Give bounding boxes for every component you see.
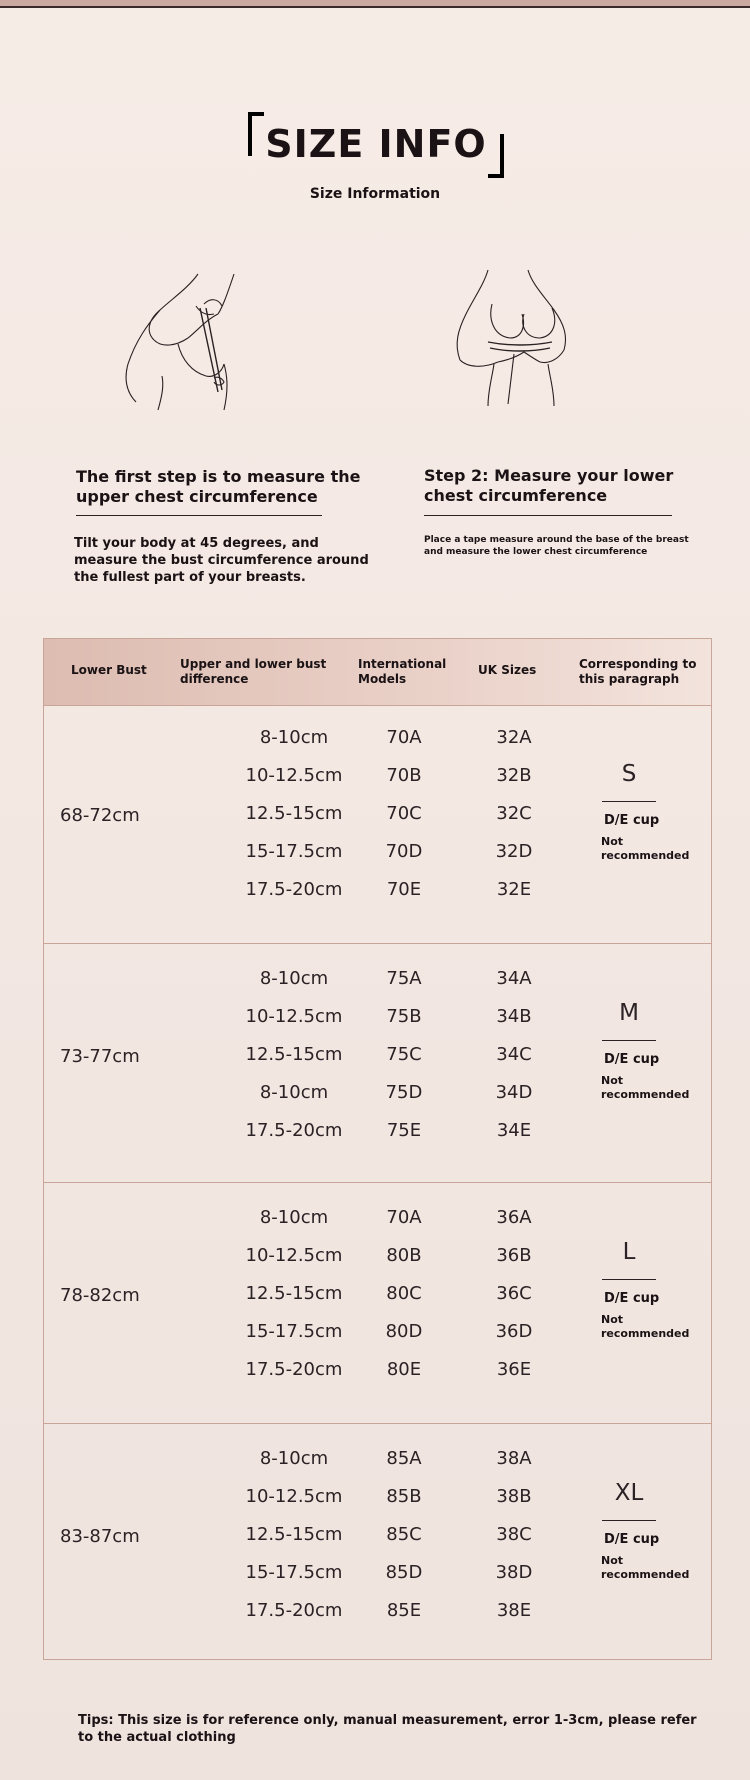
size-label: L: [622, 1239, 636, 1265]
lower-bust-value: 73-77cm: [60, 1046, 140, 1067]
diff-cell: 12.5-15cm: [245, 803, 343, 824]
international-cell: 85A: [386, 1448, 422, 1469]
title-frame: [248, 112, 504, 178]
size-group-s: [44, 705, 711, 943]
uk-cell: 32C: [496, 803, 532, 824]
diff-cell: 15-17.5cm: [245, 1321, 343, 1342]
uk-cell: 34A: [496, 968, 532, 989]
header-international-models: International Models: [358, 657, 447, 686]
international-cell: 85C: [386, 1524, 422, 1545]
uk-cell: 38D: [495, 1562, 533, 1583]
page-subtitle: Size Information: [309, 186, 441, 202]
diff-cell: 12.5-15cm: [245, 1524, 343, 1545]
international-cell: 80C: [386, 1283, 422, 1304]
step-1-description: Tilt your body at 45 degrees, and measure the bust circumference around the fullest part of your breasts.: [74, 536, 369, 585]
step-1-divider: [76, 515, 322, 516]
international-cell: 70B: [386, 765, 422, 786]
header-uk-sizes: UK Sizes: [478, 663, 537, 677]
step-2-description: Place a tape measure around the base of the breast and measure the lower chest circumference: [424, 535, 689, 557]
header-corresponding: Corresponding to this paragraph: [579, 657, 697, 686]
page-title: SIZE INFO: [265, 122, 487, 166]
international-cell: 75A: [386, 968, 422, 989]
size-divider: [602, 1520, 656, 1521]
size-divider: [602, 801, 656, 802]
uk-cell: 36A: [496, 1207, 532, 1228]
cup-label: D/E cup: [604, 1532, 660, 1547]
international-cell: 85D: [385, 1562, 423, 1583]
diff-cell: 12.5-15cm: [245, 1044, 343, 1065]
diff-cell: 8-10cm: [259, 968, 329, 989]
diff-cell: 15-17.5cm: [245, 841, 343, 862]
diff-cell: 8-10cm: [259, 1448, 329, 1469]
size-table: [43, 638, 712, 1660]
diff-cell: 12.5-15cm: [245, 1283, 343, 1304]
uk-cell: 32B: [496, 765, 532, 786]
uk-cell: 34B: [496, 1006, 532, 1027]
diff-cell: 17.5-20cm: [245, 879, 343, 900]
tips-note: Tips: This size is for reference only, manual measurement, error 1-3cm, please refer to the actual clothing: [78, 1713, 697, 1745]
diff-cell: 10-12.5cm: [245, 1245, 343, 1266]
diff-cell: 8-10cm: [259, 1207, 329, 1228]
diff-cell: 15-17.5cm: [245, 1562, 343, 1583]
international-cell: 80E: [386, 1359, 422, 1380]
international-cell: 80D: [385, 1321, 423, 1342]
uk-cell: 32E: [496, 879, 532, 900]
step-2-title: Step 2: Measure your lower chest circumference: [424, 466, 674, 505]
cup-label: D/E cup: [604, 813, 660, 828]
size-group-l: [44, 1182, 711, 1424]
header-lower-bust: Lower Bust: [71, 663, 147, 677]
size-label: S: [621, 761, 637, 787]
diff-cell: 17.5-20cm: [245, 1359, 343, 1380]
uk-cell: 34C: [496, 1044, 532, 1065]
uk-cell: 34D: [495, 1082, 533, 1103]
uk-cell: 32D: [495, 841, 533, 862]
uk-cell: 36B: [496, 1245, 532, 1266]
uk-cell: 34E: [496, 1120, 532, 1141]
diff-cell: 17.5-20cm: [245, 1600, 343, 1621]
uk-cell: 38B: [496, 1486, 532, 1507]
size-divider: [602, 1040, 656, 1041]
uk-cell: 36D: [495, 1321, 533, 1342]
lower-bust-value: 83-87cm: [60, 1526, 140, 1547]
diff-cell: 17.5-20cm: [245, 1120, 343, 1141]
international-cell: 75C: [386, 1044, 422, 1065]
lower-bust-value: 78-82cm: [60, 1285, 140, 1306]
measure-front-illustration: [448, 264, 598, 414]
cup-label: D/E cup: [604, 1291, 660, 1306]
international-cell: 75E: [386, 1120, 422, 1141]
not-recommended-note: Not recommended: [601, 1074, 690, 1101]
international-cell: 85E: [386, 1600, 422, 1621]
international-cell: 70A: [386, 727, 422, 748]
international-cell: 75B: [386, 1006, 422, 1027]
size-divider: [602, 1279, 656, 1280]
uk-cell: 36E: [496, 1359, 532, 1380]
size-group-m: [44, 943, 711, 1183]
step-2-divider: [424, 515, 672, 516]
diff-cell: 8-10cm: [259, 1082, 329, 1103]
size-label: M: [619, 1000, 639, 1026]
lower-bust-value: 68-72cm: [60, 805, 140, 826]
not-recommended-note: Not recommended: [601, 1313, 690, 1340]
diff-cell: 10-12.5cm: [245, 1006, 343, 1027]
size-group-xl: [44, 1423, 711, 1660]
diff-cell: 10-12.5cm: [245, 1486, 343, 1507]
diff-cell: 8-10cm: [259, 727, 329, 748]
uk-cell: 38A: [496, 1448, 532, 1469]
international-cell: 70E: [386, 879, 422, 900]
uk-cell: 32A: [496, 727, 532, 748]
top-border: [0, 0, 750, 8]
size-label: XL: [614, 1480, 644, 1506]
table-header: [44, 639, 711, 706]
international-cell: 70A: [386, 1207, 422, 1228]
not-recommended-note: Not recommended: [601, 835, 690, 862]
international-cell: 85B: [386, 1486, 422, 1507]
international-cell: 70D: [385, 841, 423, 862]
uk-cell: 36C: [496, 1283, 532, 1304]
uk-cell: 38E: [496, 1600, 532, 1621]
international-cell: 80B: [386, 1245, 422, 1266]
measure-side-illustration: [118, 268, 268, 418]
international-cell: 70C: [386, 803, 422, 824]
not-recommended-note: Not recommended: [601, 1554, 690, 1581]
uk-cell: 38C: [496, 1524, 532, 1545]
header-bust-difference: Upper and lower bust difference: [180, 657, 327, 686]
cup-label: D/E cup: [604, 1052, 660, 1067]
step-1-title: The first step is to measure the upper chest circumference: [76, 467, 361, 506]
international-cell: 75D: [385, 1082, 423, 1103]
diff-cell: 10-12.5cm: [245, 765, 343, 786]
